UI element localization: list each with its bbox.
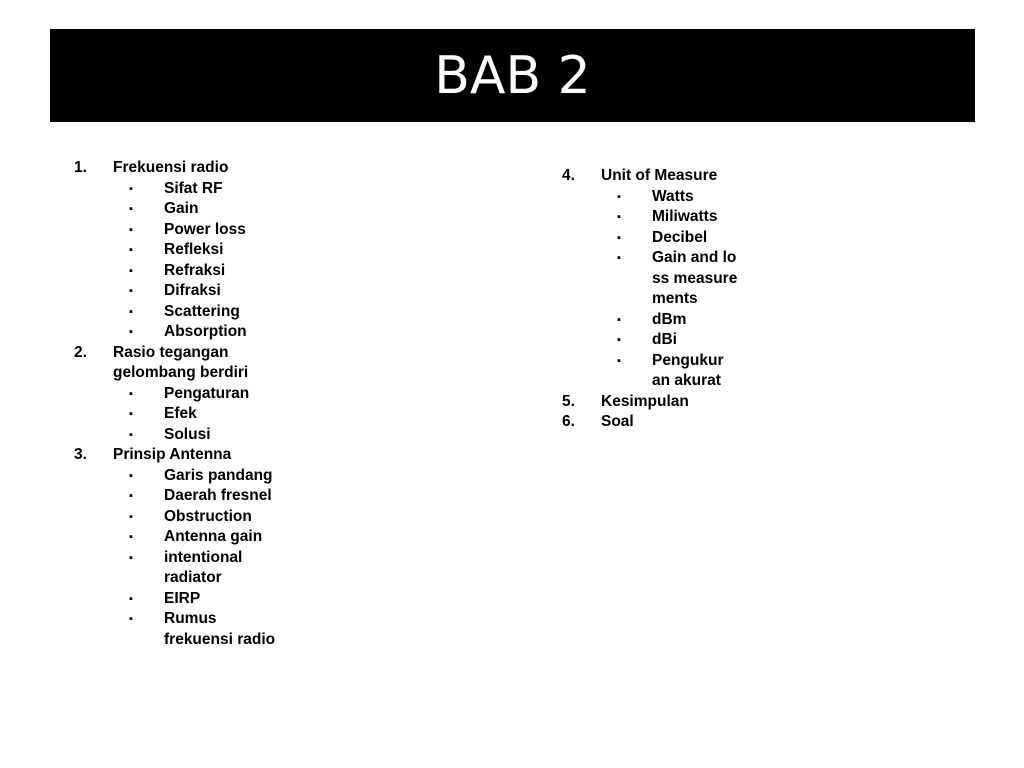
square-bullet-icon: ▪ [129,264,133,277]
sub-list-item: ▪ dBm [562,310,762,331]
list-item-label: Prinsip Antenna [113,446,232,463]
list-item-label: Unit of Measure [601,167,718,184]
sub-list-item: ▪ intentional radiator [129,548,243,586]
square-bullet-icon: ▪ [129,182,133,195]
sub-list-item: ▪ Sifat RF [74,179,374,200]
square-bullet-icon: ▪ [129,613,133,625]
sub-list-item: ▪ Pengukuran akurat [617,351,724,389]
square-bullet-icon: ▪ [129,510,133,523]
square-bullet-icon: ▪ [129,387,133,400]
list-item [74,158,374,179]
square-bullet-icon: ▪ [129,203,133,215]
sub-list-item: ▪ Pengaturan [74,384,374,405]
sub-list-item: ▪ Efek [74,404,374,425]
list-item-label: Frekuensi radio [113,159,229,176]
sub-list-item: ▪ Power loss [74,220,374,241]
sub-list-item: ▪ Refleksi [74,240,374,261]
list-item-number: 3. [74,446,87,463]
left-column-list [74,158,374,650]
list-item [562,166,762,187]
sub-list-item: ▪ Absorption [74,322,374,343]
square-bullet-icon: ▪ [129,326,133,338]
list-item-label: Soal [601,413,634,430]
slide-title: BAB 2 [434,45,591,106]
list-item-number: 4. [562,167,575,184]
sub-list-item: ▪ Obstruction [74,507,374,528]
list-item-number: 2. [74,343,87,361]
square-bullet-icon: ▪ [617,313,621,326]
sub-list-item: ▪ EIRP [74,589,374,610]
square-bullet-icon: ▪ [129,531,133,543]
square-bullet-icon: ▪ [129,469,133,482]
square-bullet-icon: ▪ [617,354,621,367]
square-bullet-icon: ▪ [617,252,621,264]
sub-list-item: ▪ Daerah fresnel [74,486,374,507]
square-bullet-icon: ▪ [129,551,133,564]
list-item-number: 5. [562,392,575,410]
sub-list-item: ▪ Garis pandang [74,466,374,487]
square-bullet-icon: ▪ [617,190,621,203]
square-bullet-icon: ▪ [617,334,621,346]
square-bullet-icon: ▪ [129,285,133,297]
square-bullet-icon: ▪ [617,211,621,223]
square-bullet-icon: ▪ [129,592,133,605]
square-bullet-icon: ▪ [129,490,133,502]
list-item-label: Rasio tegangan gelombang berdiri [113,343,249,381]
square-bullet-icon: ▪ [129,428,133,441]
sub-list-item: ▪ Rumus frekuensi radio [129,610,276,648]
sub-list-item: ▪ Solusi [74,425,374,446]
right-column-list [562,166,762,433]
sub-list-item: ▪ Watts [562,187,762,208]
sub-list-item: ▪ dBi [562,330,762,351]
list-item [74,343,374,384]
square-bullet-icon: ▪ [129,408,133,420]
list-item [562,392,762,413]
square-bullet-icon: ▪ [617,231,621,244]
list-item-label: Kesimpulan [601,392,689,410]
sub-list-item: ▪ Difraksi [74,281,374,302]
list-item-number: 6. [562,413,575,430]
square-bullet-icon: ▪ [129,305,133,318]
title-bar [50,29,975,122]
sub-list-item: ▪ Gain [74,199,374,220]
list-item [562,412,762,433]
list-item [74,445,374,466]
sub-list-item: ▪ Gain and loss measurements [617,249,738,307]
sub-list-item: ▪ Antenna gain [74,527,374,548]
sub-list-item: ▪ Scattering [74,302,374,323]
sub-list-item: ▪ Decibel [562,228,762,249]
square-bullet-icon: ▪ [129,244,133,256]
square-bullet-icon: ▪ [129,223,133,236]
list-item-number: 1. [74,159,87,176]
sub-list-item: ▪ Miliwatts [562,207,762,228]
sub-list-item: ▪ Refraksi [74,261,374,282]
